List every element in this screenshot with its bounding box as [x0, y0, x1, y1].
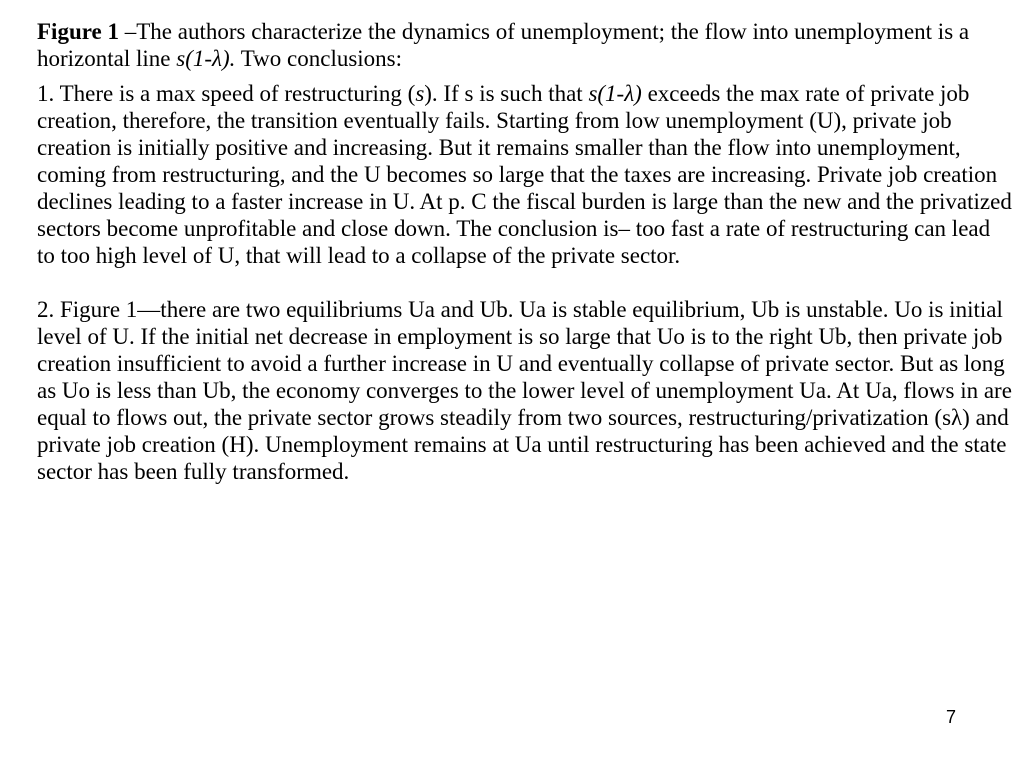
flow-formula-inline: s(1-λ) [588, 81, 642, 106]
conclusion-1-paragraph [37, 80, 1012, 269]
figure-caption-paragraph [37, 18, 1012, 72]
slide-body [37, 18, 1012, 485]
flow-formula: s(1-λ). [176, 46, 236, 71]
figure-caption-text-end: Two conclusions: [235, 46, 403, 71]
conclusion-1-text-mid: ). If s is such that [424, 81, 589, 106]
page-number: 7 [946, 707, 957, 727]
conclusion-2-text: 2. Figure 1—there are two equilibriums Ua and Ub. Ua is stable equilibrium, Ub is unstable. Uo is initial level of U. If the initial net decrease in employment is so large that Uo is to the right Ub, then private job creation insufficient to avoid a further increase in U and eventually collapse of private sector. But as long as Uo is less than Ub, the economy converges to the lower level of unemployment Ua. At Ua, flows in are equal to flows out, the private sector grows steadily from two sources, restructuring/privatization (sλ) and private job creation (H). Unemployment remains at Ua until restructuring has been achieved and the state sector has been fully transformed. [37, 297, 1012, 484]
conclusion-1-text-end: exceeds the max rate of private job creation, therefore, the transition eventually fails. Starting from low unemployment (U), private job creation is initially positive and increasing. But it remains smaller than the flow into unemployment, coming from restructuring, and the U becomes so large that the taxes are increasing. Private job creation declines leading to a faster increase in U. At p. C the fiscal burden is large than the new and the privatized sectors become unprofitable and close down. The conclusion is– too fast a rate of restructuring can lead to too high level of U, that will lead to a collapse of the private sector. [37, 81, 1012, 268]
figure-label: Figure 1 [37, 19, 119, 44]
conclusion-1-text-start: 1. There is a max speed of restructuring ( [37, 81, 416, 106]
figure-caption-text: –The authors characterize the dynamics of unemployment; the flow into unemployment is a horizontal line [37, 19, 970, 71]
restructuring-speed-symbol: s [415, 81, 425, 106]
conclusion-2-paragraph [37, 296, 1012, 485]
